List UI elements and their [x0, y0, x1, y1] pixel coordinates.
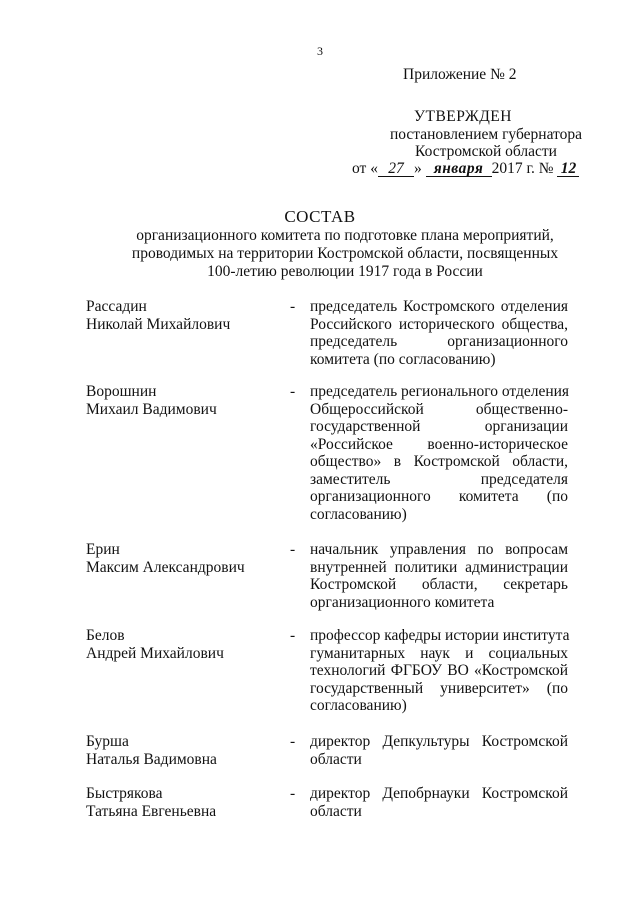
member-role-line: общество» в Костромской области,: [310, 453, 568, 470]
member-given-name: Андрей Михайлович: [86, 644, 224, 662]
document-subtitle-line: проводимых на территории Костромской области, посвященных: [131, 245, 559, 262]
member-role-line: директор Депкультуры Костромской: [310, 733, 568, 750]
decree-line: [352, 160, 579, 178]
decree-number: 12: [557, 161, 579, 177]
member-role-line: заместитель председателя: [310, 470, 568, 488]
decree-prefix: от «: [352, 160, 378, 177]
member-dash: -: [290, 785, 296, 802]
approval-title: УТВЕРЖДЕН: [414, 108, 512, 125]
member-given-name: Татьяна Евгеньевна: [86, 802, 217, 820]
member-role-line: организационного комитета: [310, 593, 495, 611]
member-role-line: гуманитарных наук и социальных: [310, 644, 568, 662]
member-role-line: согласованию): [310, 505, 407, 523]
member-role-line: председатель организационного: [310, 333, 568, 350]
member-given-name: Наталья Вадимовна: [86, 750, 217, 768]
member-role-line: области: [310, 750, 362, 768]
member-role-line: председатель регионального отделения: [310, 383, 570, 400]
member-role-line: Российского исторического общества,: [310, 315, 568, 333]
member-role-line: внутренней политики администрации: [310, 558, 568, 576]
decree-day: 27: [378, 161, 414, 177]
member-dash: -: [290, 383, 296, 400]
member-role-line: начальник управления по вопросам: [310, 541, 568, 558]
member-role-line: «Российское военно-историческое: [310, 435, 568, 453]
document-title: СОСТАВ: [284, 207, 356, 226]
member-dash: -: [290, 541, 296, 558]
member-role-line: организационного комитета (по: [310, 488, 568, 505]
member-role-line: согласованию): [310, 697, 407, 714]
member-role-line: государственный университет» (по: [310, 679, 568, 697]
document-subtitle-line: организационного комитета по подготовке плана мероприятий,: [136, 227, 554, 244]
member-given-name: Михаил Вадимович: [86, 400, 217, 418]
member-given-name: Николай Михайлович: [86, 315, 231, 333]
member-role-line: комитета (по согласованию): [310, 350, 496, 368]
member-role-line: государственной организации: [310, 418, 568, 435]
member-surname: Быстрякова: [86, 785, 163, 802]
member-surname: Белов: [86, 627, 125, 644]
decree-quote-close: »: [413, 160, 422, 177]
page-number: 3: [317, 44, 323, 58]
member-given-name: Максим Александрович: [86, 558, 245, 576]
member-role-line: председатель Костромского отделения: [310, 298, 568, 315]
decree-month: января: [426, 161, 492, 177]
member-surname: Ерин: [86, 541, 120, 558]
document-subtitle-line: 100-летию революции 1917 года в России: [207, 263, 483, 280]
member-dash: -: [290, 733, 296, 750]
appendix-label: Приложение № 2: [403, 66, 517, 83]
member-role-line: технологий ФГБОУ ВО «Костромской: [310, 662, 568, 679]
member-role-line: профессор кафедры истории института: [310, 627, 570, 644]
approval-line: постановлением губернатора: [389, 126, 583, 143]
member-role-line: директор Депобрнауки Костромской: [310, 785, 568, 802]
member-dash: -: [290, 298, 296, 315]
member-role-line: Костромской области, секретарь: [310, 576, 568, 593]
member-dash: -: [290, 627, 296, 644]
decree-year: 2017 г. №: [491, 160, 554, 177]
approval-line: Костромской области: [415, 143, 557, 160]
member-role-line: Общероссийской общественно-: [310, 400, 568, 418]
member-surname: Бурша: [86, 733, 129, 750]
member-surname: Рассадин: [86, 298, 147, 315]
member-surname: Ворошнин: [86, 383, 157, 400]
member-role-line: области: [310, 802, 362, 820]
